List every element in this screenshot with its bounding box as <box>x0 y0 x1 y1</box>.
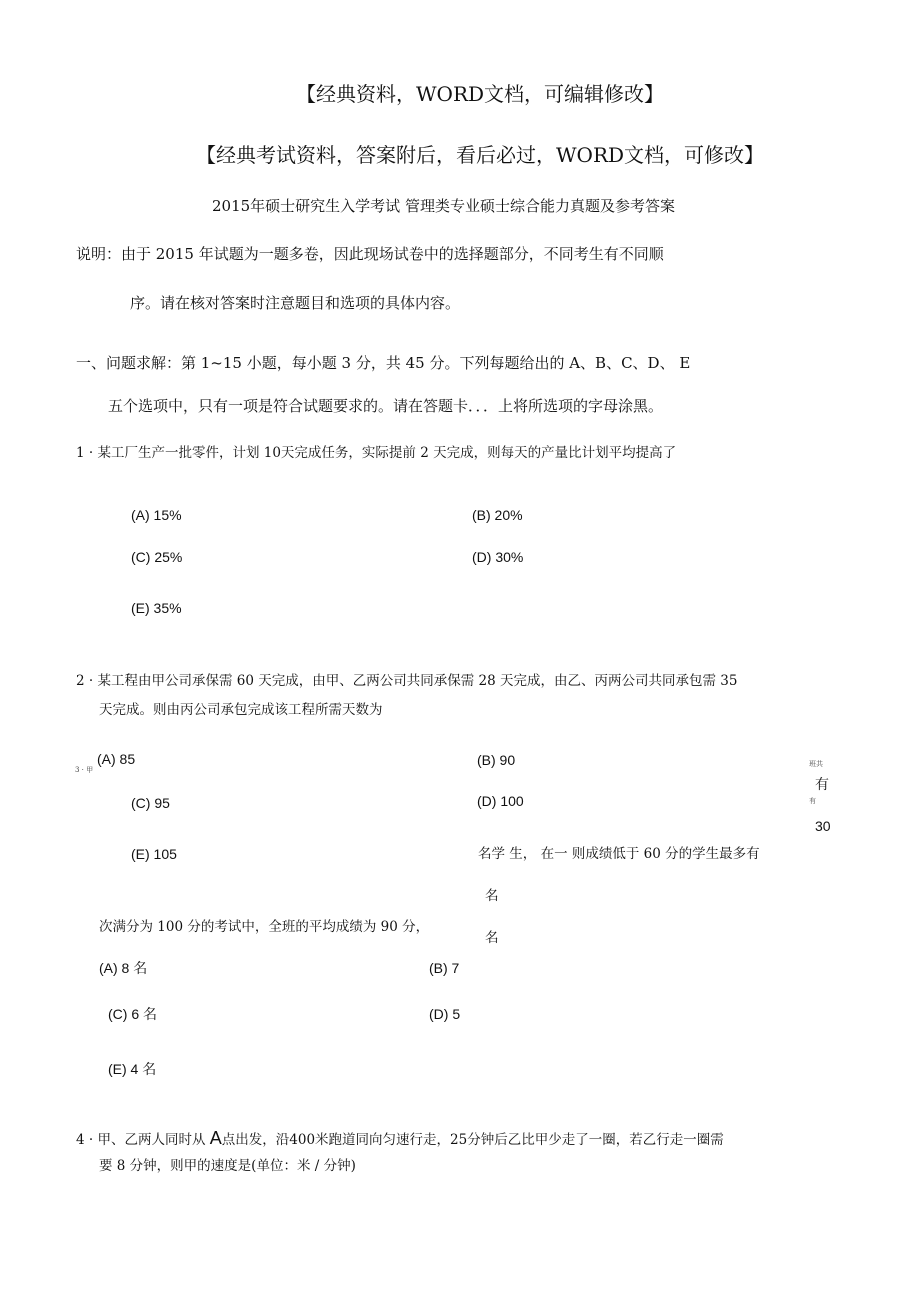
question-1-option-c: (C) 25% <box>131 549 183 565</box>
question-2-option-b: (B) 90 <box>477 752 516 768</box>
question-2-option-a: (A) 85 <box>97 751 136 767</box>
question-4-text-line-1 <box>76 1128 724 1150</box>
note-line-2: 序。请在核对答案时注意题目和选项的具体内容。 <box>130 294 461 312</box>
section-heading-line-1: 一、问题求解：第 1~15 小题，每小题 3 分，共 45 分。下列每题给出的 A、B、C、D、 E <box>76 354 691 372</box>
question-4-text-line-2: 要 8 分钟，则甲的速度是(单位：米 / 分钟) <box>99 1158 356 1174</box>
note-line-1: 说明：由于 2015 年试题为一题多卷，因此现场试卷中的选择题部分，不同考生有不同顺 <box>76 245 664 263</box>
question-3-option-d: (D) 5 <box>429 1006 461 1022</box>
question-2-text-line-1: 2 · 某工程由甲公司承保需 60 天完成，由甲、乙两公司共同承保需 28 天完成，由乙、丙两公司共同承包需 35 <box>76 673 738 689</box>
question-2-option-d: (D) 100 <box>477 793 524 809</box>
question-2-text-line-2: 天完成。则由丙公司承包完成该工程所需天数为 <box>99 702 383 718</box>
section-heading-line-2: 五个选项中，只有一项是符合试题要求的。请在答题卡．．．上将所选项的字母涂黑。 <box>108 397 664 415</box>
header-line-2: 【经典考试资料，答案附后，看后必过，WORD文档，可修改】 <box>196 143 765 167</box>
question-1-option-a: (A) 15% <box>131 507 182 523</box>
question-3-option-b: (B) 7 <box>429 960 460 976</box>
question-3-fragment-ming-1: 名 <box>485 888 499 904</box>
question-4-text-prefix: 4 · 甲、乙两人同时从 <box>76 1132 210 1148</box>
document-title: 2015年硕士研究生入学考试 管理类专业硕士综合能力真题及参考答案 <box>212 197 675 215</box>
question-3-side-small-2: 有 <box>809 797 816 805</box>
question-3-option-c: (C) 6 名 <box>108 1006 157 1022</box>
question-3-fragment-ming-2: 名 <box>485 930 499 946</box>
question-2-option-c: (C) 95 <box>131 795 170 811</box>
question-3-side-you: 有 <box>815 777 829 793</box>
question-3-option-e: (E) 4 名 <box>108 1061 157 1077</box>
question-3-side-small-1: 班共 <box>809 760 823 768</box>
question-3-option-a: (A) 8 名 <box>99 960 148 976</box>
question-2-option-e: (E) 105 <box>131 846 177 862</box>
question-3-side-30: 30 <box>815 818 831 834</box>
question-1-option-d: (D) 30% <box>472 549 524 565</box>
question-1-option-e: (E) 35% <box>131 600 182 616</box>
question-3-fragment-students: 名学 生， 在一 则成绩低于 60 分的学生最多有 <box>478 846 760 862</box>
question-3-text: 次满分为 100 分的考试中，全班的平均成绩为 90 分， <box>99 919 430 935</box>
question-4-point-a: A <box>209 1128 222 1148</box>
header-line-1: 【经典资料，WORD文档，可编辑修改】 <box>296 82 665 106</box>
question-1-option-b: (B) 20% <box>472 507 523 523</box>
question-3-marker: 3 · 甲 <box>75 766 94 774</box>
question-1-text: 1 · 某工厂生产一批零件，计划 10天完成任务，实际提前 2 天完成，则每天的产量比计划平均提高了 <box>76 445 677 461</box>
question-4-text-suffix: 点出发，沿400米跑道同向匀速行走，25分钟后乙比甲少走了一圈，若乙行走一圈需 <box>221 1132 724 1148</box>
